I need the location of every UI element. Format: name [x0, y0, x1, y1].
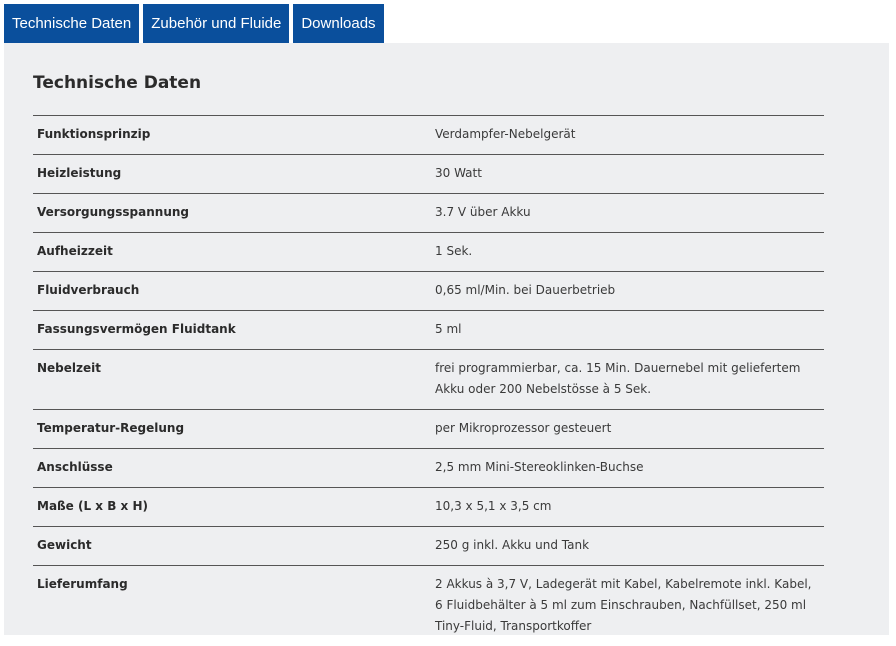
table-row [33, 194, 824, 233]
spec-label: Fassungsvermögen Fluidtank [33, 311, 431, 350]
spec-label: Lieferumfang [33, 566, 431, 646]
spec-label: Temperatur-Regelung [33, 410, 431, 449]
spec-label: Anschlüsse [33, 449, 431, 488]
spec-value: frei programmierbar, ca. 15 Min. Dauernebel mit geliefertem Akku oder 200 Nebelstösse à 5 Sek. [431, 350, 824, 410]
spec-label: Fluidverbrauch [33, 272, 431, 311]
spec-label: Heizleistung [33, 155, 431, 194]
tab-panel [4, 43, 889, 635]
table-row [33, 566, 824, 646]
specs-table [33, 115, 824, 646]
tab-bar [4, 4, 384, 43]
spec-label: Gewicht [33, 527, 431, 566]
table-row [33, 410, 824, 449]
table-row [33, 116, 824, 155]
spec-value: 3.7 V über Akku [431, 194, 824, 233]
spec-value: 250 g inkl. Akku und Tank [431, 527, 824, 566]
spec-label: Nebelzeit [33, 350, 431, 410]
spec-value: 5 ml [431, 311, 824, 350]
tab-technische-daten[interactable]: Technische Daten [4, 4, 139, 43]
table-row [33, 233, 824, 272]
table-row [33, 527, 824, 566]
spec-value: 2 Akkus à 3,7 V, Ladegerät mit Kabel, Kabelremote inkl. Kabel, 6 Fluidbehälter à 5 ml zum Einschrauben, Nachfüllset, 250 ml Tiny-Fluid, Transportkoffer [431, 566, 824, 646]
tab-zubehoer-und-fluide[interactable]: Zubehör und Fluide [143, 4, 289, 43]
spec-value: per Mikroprozessor gesteuert [431, 410, 824, 449]
table-row [33, 311, 824, 350]
tab-downloads[interactable]: Downloads [293, 4, 383, 43]
spec-label: Aufheizzeit [33, 233, 431, 272]
spec-value: 10,3 x 5,1 x 3,5 cm [431, 488, 824, 527]
spec-value: Verdampfer-Nebelgerät [431, 116, 824, 155]
table-row [33, 449, 824, 488]
spec-value: 2,5 mm Mini-Stereoklinken-Buchse [431, 449, 824, 488]
spec-value: 30 Watt [431, 155, 824, 194]
table-row [33, 488, 824, 527]
spec-label: Versorgungsspannung [33, 194, 431, 233]
spec-label: Maße (L x B x H) [33, 488, 431, 527]
spec-label: Funktionsprinzip [33, 116, 431, 155]
table-row [33, 272, 824, 311]
spec-value: 1 Sek. [431, 233, 824, 272]
table-row [33, 155, 824, 194]
spec-value: 0,65 ml/Min. bei Dauerbetrieb [431, 272, 824, 311]
panel-title: Technische Daten [33, 73, 201, 93]
table-row [33, 350, 824, 410]
